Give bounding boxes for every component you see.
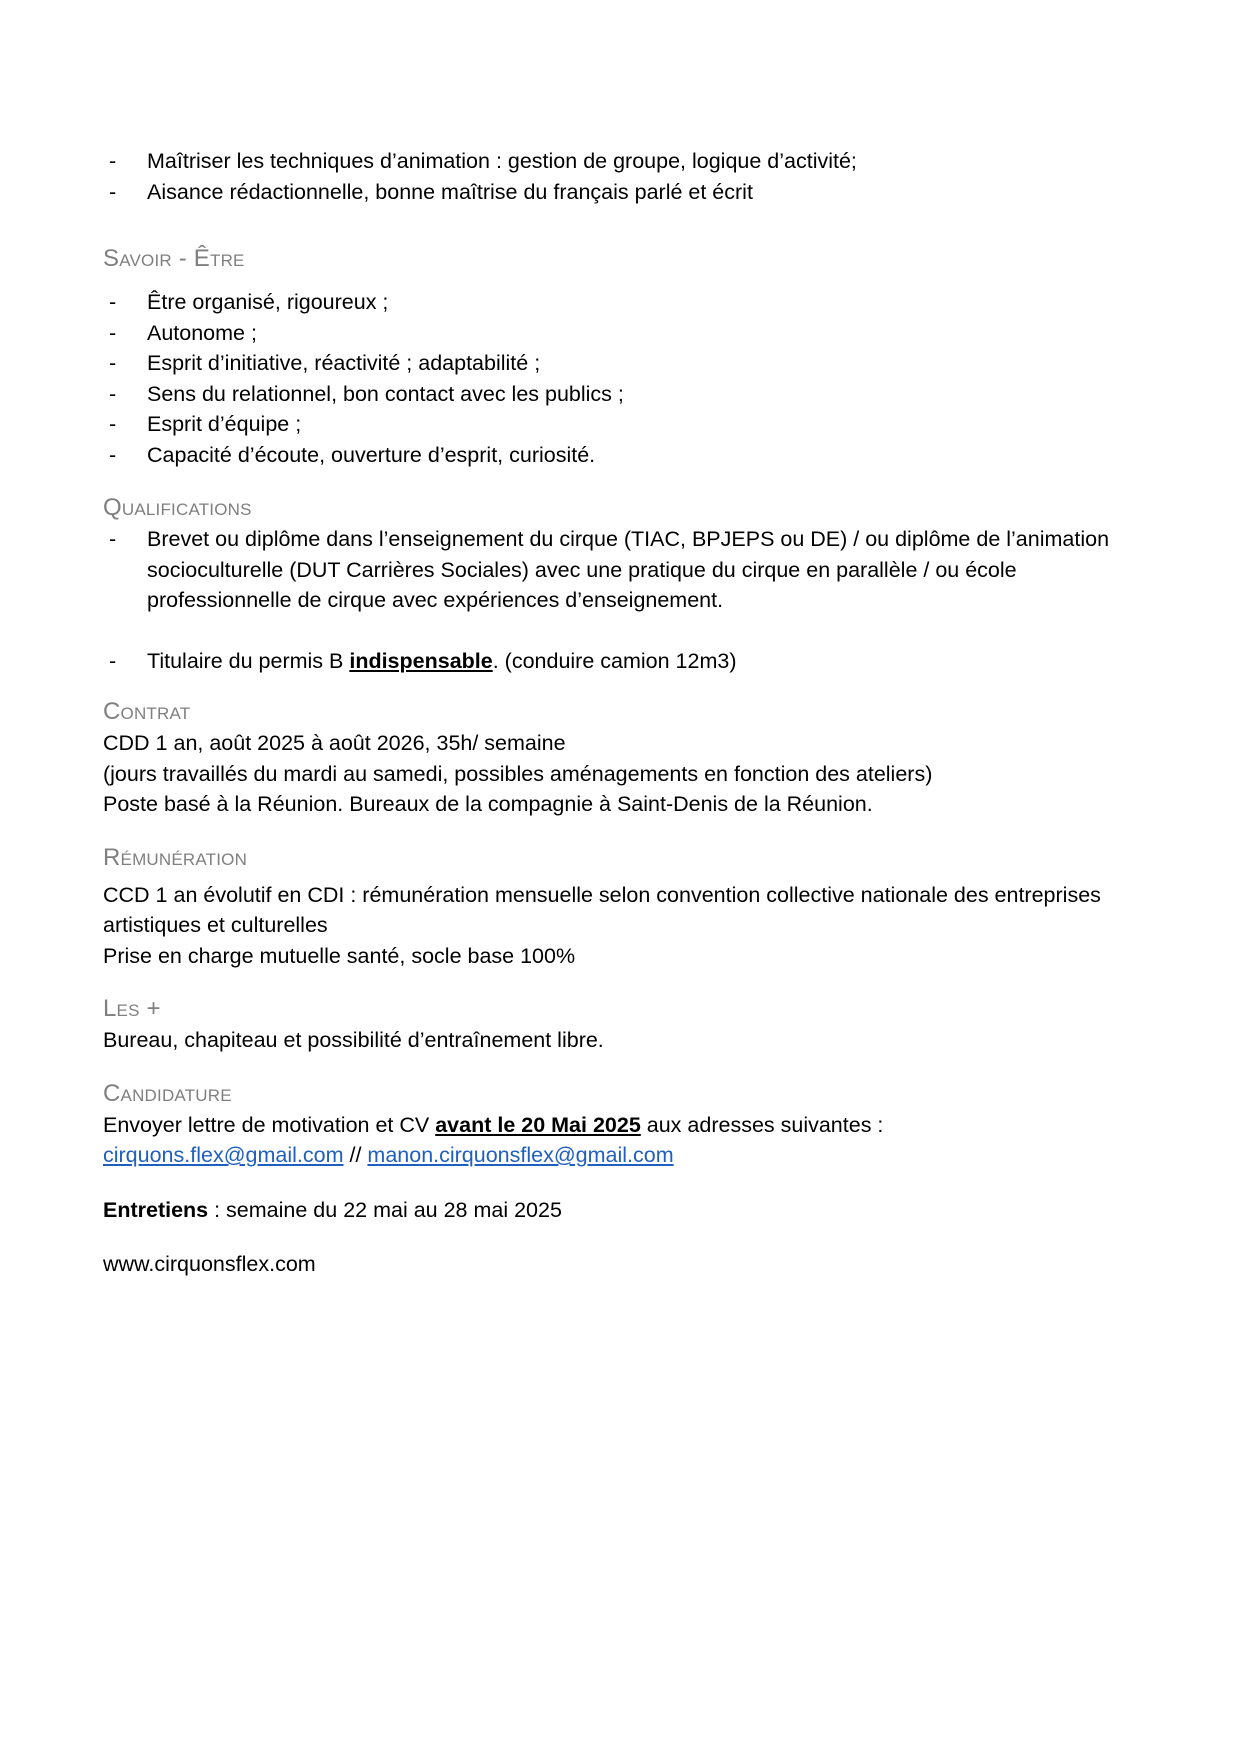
section-heading-remuneration: Rémunération xyxy=(103,843,248,871)
list-item: - Maîtriser les techniques d’animation : gestion de groupe, logique d’activité; xyxy=(103,146,1142,177)
les-plus-text: Bureau, chapiteau et possibilité d’entraînement libre. xyxy=(103,1028,604,1052)
website-text: www.cirquonsflex.com xyxy=(103,1252,316,1276)
section-heading-savoir-etre: Savoir - Être xyxy=(103,245,245,272)
permit-emphasis: indispensable xyxy=(349,648,493,673)
list-item: - Être organisé, rigoureux ; xyxy=(103,287,1142,318)
candidature-instructions xyxy=(103,1110,1142,1141)
intro-list xyxy=(103,146,1142,207)
list-item: - Capacité d’écoute, ouverture d’esprit, curiosité. xyxy=(103,440,1142,471)
list-item: - Esprit d’initiative, réactivité ; adaptabilité ; xyxy=(103,348,1142,379)
section-heading-les-plus: Les + xyxy=(103,995,161,1022)
savoir-etre-list xyxy=(103,287,1142,470)
list-item: - Autonome ; xyxy=(103,318,1142,349)
remuneration-line: CCD 1 an évolutif en CDI : rémunération mensuelle selon convention collective nationale des entreprises artistiques et culturelles xyxy=(103,882,1101,937)
list-item xyxy=(103,646,1142,677)
contract-line: CDD 1 an, août 2025 à août 2026, 35h/ semaine xyxy=(103,731,566,755)
list-item: - Esprit d’équipe ; xyxy=(103,409,1142,440)
section-heading-candidature: Candidature xyxy=(103,1079,232,1107)
deadline-emphasis: avant le 20 Mai 2025 xyxy=(435,1112,641,1137)
email-link-1[interactable]: cirquons.flex@gmail.com xyxy=(103,1143,344,1167)
list-item: - Sens du relationnel, bon contact avec les publics ; xyxy=(103,379,1142,410)
interviews-dates: : semaine du 22 mai au 28 mai 2025 xyxy=(208,1197,562,1222)
section-heading-contrat: Contrat xyxy=(103,698,191,725)
instructions-tail: aux adresses suivantes : xyxy=(640,1112,884,1137)
email-line xyxy=(103,1140,1142,1171)
permit-note: . (conduire camion 12m3) xyxy=(492,648,737,673)
section-heading-qualifications: Qualifications xyxy=(103,494,252,521)
list-item: - Aisance rédactionnelle, bonne maîtrise du français parlé et écrit xyxy=(103,177,1142,208)
contract-line: (jours travaillés du mardi au samedi, possibles aménagements en fonction des ateliers) xyxy=(103,761,933,786)
contract-line: Poste basé à la Réunion. Bureaux de la compagnie à Saint-Denis de la Réunion. xyxy=(103,792,873,816)
list-item: - Brevet ou diplôme dans l’enseignement du cirque (TIAC, BPJEPS ou DE) / ou diplôme de l’animation socioculturelle (DUT Carrières Sociales) avec une pratique du cirque en parallèle / ou école professionnelle de cirque avec expériences d’enseignement. xyxy=(103,524,1142,616)
remuneration-line: Prise en charge mutuelle santé, socle base 100% xyxy=(103,943,576,968)
interviews-line xyxy=(103,1195,1142,1226)
interviews-label: Entretiens xyxy=(103,1197,209,1222)
permit-text: Titulaire du permis B xyxy=(147,648,350,673)
instructions-text: Envoyer lettre de motivation et CV xyxy=(103,1112,436,1137)
qualifications-list xyxy=(103,524,1142,676)
email-link-2[interactable]: manon.cirquonsflex@gmail.com xyxy=(367,1143,674,1167)
email-separator: // xyxy=(343,1143,368,1167)
